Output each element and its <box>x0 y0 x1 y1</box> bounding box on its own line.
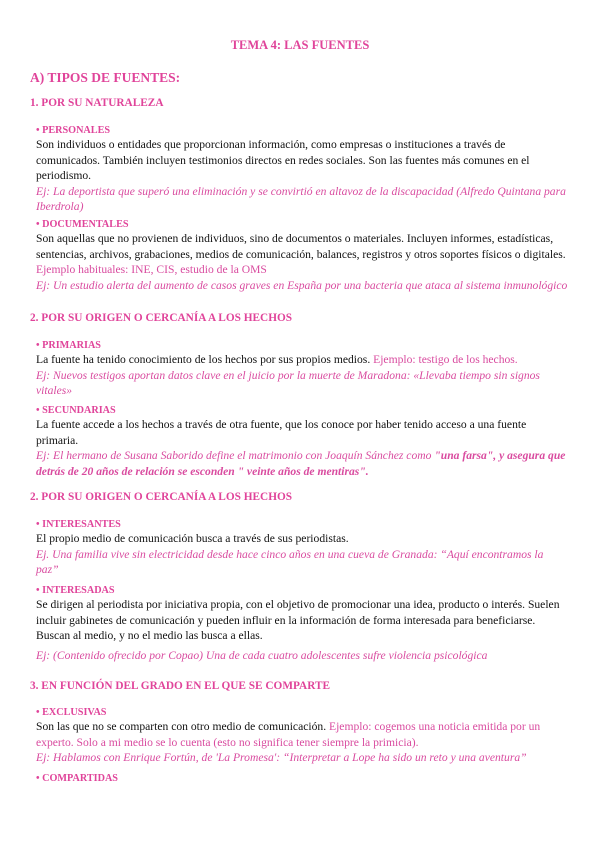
personales-block <box>36 137 568 215</box>
section-2-heading: 2. POR SU ORIGEN O CERCANÍA A LOS HECHOS <box>30 312 293 324</box>
secundarias-block <box>36 417 568 479</box>
exclusivas-body-wrap <box>36 719 568 750</box>
personales-body: Son individuos o entidades que proporcionan información, como empresas o instituciones a través de comunicados. También incluyen testimonios directos en redes sociales. Son las fuentes más comunes en el periodismo. <box>36 138 530 183</box>
documentales-body: Son aquellas que no provienen de individuos, sino de documentos o materiales. Incluyen informes, estadísticas, sentencias, archivos, grabaciones, medios de comunicación, balances, registros y otros soportes físicos o digitales. <box>36 232 566 261</box>
exclusivas-example: Ej: Hablamos con Enrique Fortún, de 'La Promesa': “Interpretar a Lope ha sido un reto y una aventura” <box>36 751 527 765</box>
document-title: TEMA 4: LAS FUENTES <box>230 38 370 52</box>
interesantes-body: El propio medio de comunicación busca a través de sus periodistas. <box>36 532 349 545</box>
secundarias-example-wrap <box>36 448 568 479</box>
interesadas-heading: • INTERESADAS <box>36 585 115 596</box>
documentales-example: Ej: Un estudio alerta del aumento de casos graves en España por una bacteria que ataca al sistema inmunológico <box>36 278 568 292</box>
interesantes-heading: • INTERESANTES <box>36 519 121 530</box>
interesantes-block <box>36 531 568 578</box>
interesantes-example: Ej. Una familia vive sin electricidad desde hace cinco años en una cueva de Granada: “Aquí encontramos la paz” <box>36 547 544 577</box>
personales-example: Ej: La deportista que superó una eliminación y se convirtió en altavoz de la discapacidad (Alfredo Quintana para Iberdrola) <box>36 184 566 214</box>
exclusivas-heading: • EXCLUSIVAS <box>36 707 107 718</box>
compartidas-heading: • COMPARTIDAS <box>36 773 118 784</box>
documentales-block <box>36 231 568 293</box>
secundarias-example: Ej: El hermano de Susana Saborido define el matrimonio con Joaquín Sánchez como <box>36 449 432 463</box>
section-a-heading: A) TIPOS DE FUENTES: <box>30 70 181 85</box>
interesadas-block <box>36 597 568 663</box>
primarias-heading: • PRIMARIAS <box>36 340 101 351</box>
secundarias-example-quote: "una farsa", y asegura que detrás de 20 años de relación se esconden " veinte años de mentiras". <box>36 449 566 478</box>
documentales-body-wrap <box>36 231 568 278</box>
interesadas-example: Ej: (Contenido ofrecido por Copao) Una de cada cuatro adolescentes sufre violencia psicológica <box>36 648 488 662</box>
primarias-example: Ej: Nuevos testigos aportan datos clave en el juicio por la muerte de Maradona: «Llevaba tiempo sin signos vitales» <box>36 368 540 398</box>
documentales-inline-example: Ejemplo habituales: INE, CIS, estudio de la OMS <box>36 263 267 277</box>
section-1-heading: 1. POR SU NATURALEZA <box>30 97 164 109</box>
section-2b-heading: 2. POR SU ORIGEN O CERCANÍA A LOS HECHOS <box>30 491 293 503</box>
section-3-heading: 3. EN FUNCIÓN DEL GRADO EN EL QUE SE COMPARTE <box>30 680 331 692</box>
primarias-body: La fuente ha tenido conocimiento de los hechos por sus propios medios. <box>36 353 371 366</box>
primarias-inline-example: Ejemplo: testigo de los hechos. <box>373 353 518 366</box>
exclusivas-block <box>36 719 568 766</box>
secundarias-heading: • SECUNDARIAS <box>36 405 116 416</box>
primarias-body-wrap <box>36 352 568 368</box>
primarias-block <box>36 352 568 399</box>
secundarias-body: La fuente accede a los hechos a través de otra fuente, que los conoce por haber tenido acceso a una fuente primaria. <box>36 418 527 447</box>
documentales-heading: • DOCUMENTALES <box>36 219 129 230</box>
exclusivas-body: Son las que no se comparten con otro medio de comunicación. <box>36 720 327 733</box>
exclusivas-inline-example: Ejemplo: cogemos una noticia emitida por un experto. Solo a mi medio se lo cuenta (esto no significa tener siempre la primicia). <box>36 720 541 749</box>
personales-heading: • PERSONALES <box>36 125 111 136</box>
interesadas-body: Se dirigen al periodista por iniciativa propia, con el objetivo de promocionar una idea, producto o interés. Suelen incluir gabinetes de comunicación y pueden influir en la información de forma interesada para beneficiarse. Buscan al medio, y no el medio las busca a ellas. <box>36 598 560 643</box>
